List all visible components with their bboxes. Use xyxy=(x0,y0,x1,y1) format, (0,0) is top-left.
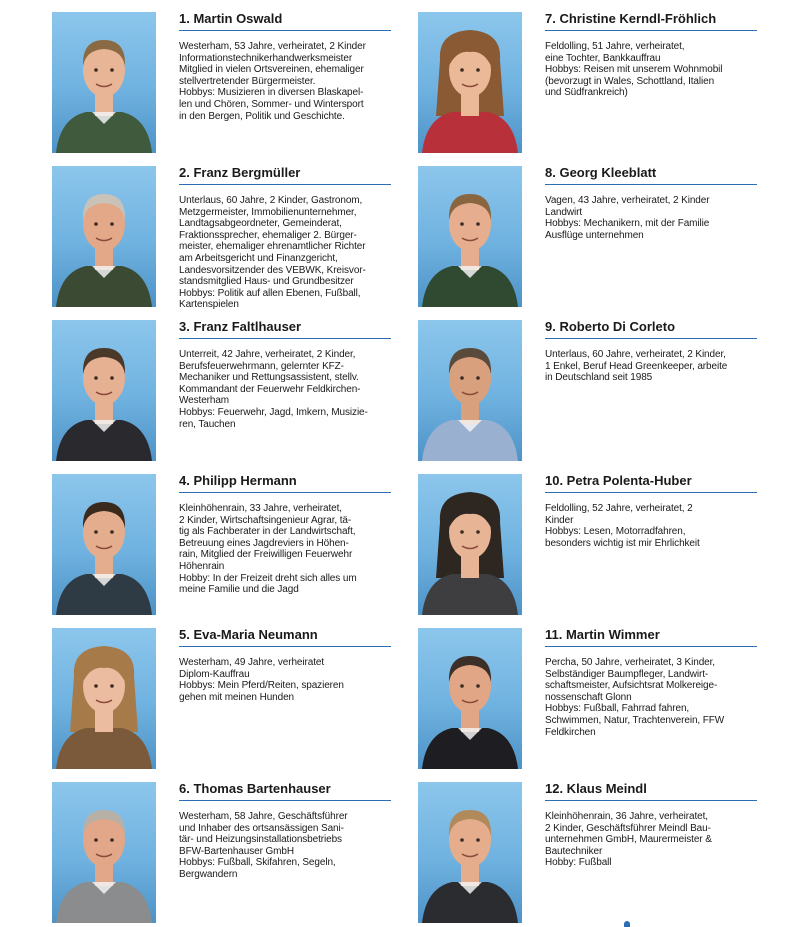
bio-line: Selbständiger Baumpfleger, Landwirt- xyxy=(545,668,709,680)
candidate-card xyxy=(52,166,392,311)
candidate-text xyxy=(545,628,757,738)
candidate-name: 9. Roberto Di Corleto xyxy=(545,320,757,339)
bio-line: Hobbys: Mechanikern, mit der Familie xyxy=(545,218,710,230)
bio-line: Schwimmen, Natur, Trachtenverein, FFW xyxy=(545,714,725,726)
bio-line: Hobbys: Reisen mit unserem Wohnmobil xyxy=(545,64,723,76)
bio-line: Bautechniker xyxy=(545,845,603,857)
candidate-name: 1. Martin Oswald xyxy=(179,12,391,31)
bio-line: tär- und Heizungsinstallationsbetriebs xyxy=(179,834,342,846)
person-silhouette-icon xyxy=(418,782,522,923)
bio-line: Kleinhöhenrain, 33 Jahre, verheiratet, xyxy=(179,503,342,514)
bio-line: Mitglied in vielen Ortsvereinen, ehemaliger xyxy=(179,64,364,76)
candidate-card xyxy=(52,12,392,157)
candidate-photo xyxy=(418,320,522,461)
person-silhouette-icon xyxy=(418,628,522,769)
bio-line: Metzgermeister, Immobilienunternehmer, xyxy=(179,206,357,218)
candidate-name: 11. Martin Wimmer xyxy=(545,628,757,647)
person-silhouette-icon xyxy=(418,320,522,461)
candidate-photo xyxy=(418,782,522,923)
candidate-photo xyxy=(418,628,522,769)
bio-line: Landwirt xyxy=(545,206,582,218)
candidate-bio xyxy=(545,349,757,384)
bio-line: eine Tochter, Bankkauffrau xyxy=(545,52,661,64)
bio-line: Kartenspielen xyxy=(179,299,239,311)
candidate-card xyxy=(418,12,758,157)
candidate-bio xyxy=(545,41,757,99)
bio-line: Vagen, 43 Jahre, verheiratet, 2 Kinder xyxy=(545,195,710,206)
bio-line: Berufsfeuerwehrmann, gelernter KFZ- xyxy=(179,360,344,372)
candidate-bio xyxy=(179,195,391,311)
bio-line: und Inhaber des ortsansässigen Sani- xyxy=(179,822,344,834)
bio-line: 2 Kinder, Wirtschaftsingenieur Agrar, tä- xyxy=(179,514,352,526)
candidate-card xyxy=(418,628,758,773)
bio-line: Feldolling, 52 Jahre, verheiratet, 2 xyxy=(545,503,693,514)
candidate-bio xyxy=(179,41,391,122)
bio-line: besonders wichtig ist mir Ehrlichkeit xyxy=(545,537,700,549)
candidate-card xyxy=(418,320,758,465)
candidate-text xyxy=(179,12,391,122)
bio-line: Percha, 50 Jahre, verheiratet, 3 Kinder, xyxy=(545,657,715,668)
bio-line: Hobbys: Fußball, Skifahren, Segeln, xyxy=(179,857,336,869)
bio-line: Kinder xyxy=(545,514,574,526)
candidate-photo xyxy=(52,320,156,461)
bio-line: meister, ehemaliger ehrenamtlicher Richter xyxy=(179,241,366,253)
bio-line: Hobbys: Feuerwehr, Jagd, Imkern, Musizie- xyxy=(179,406,368,418)
candidate-bio xyxy=(179,657,391,703)
bio-line: Hobbys: Lesen, Motorradfahren, xyxy=(545,526,686,538)
candidate-photo xyxy=(418,166,522,307)
bio-line: und Südfrankreich) xyxy=(545,87,628,99)
candidate-card xyxy=(52,628,392,773)
bio-line: meine Familie und die Jagd xyxy=(179,584,299,596)
person-silhouette-icon xyxy=(52,320,156,461)
person-silhouette-icon xyxy=(52,474,156,615)
person-silhouette-icon xyxy=(52,628,156,769)
candidate-name: 6. Thomas Bartenhauser xyxy=(179,782,391,801)
candidate-name: 5. Eva-Maria Neumann xyxy=(179,628,391,647)
candidate-text xyxy=(545,782,757,869)
bio-line: Mechaniker und Rettungsassistent, stellv. xyxy=(179,372,359,384)
candidate-name: 8. Georg Kleeblatt xyxy=(545,166,757,185)
bio-line: Hobby: Fußball xyxy=(545,857,612,869)
candidate-text xyxy=(179,320,391,430)
bio-line: Hobbys: Politik auf allen Ebenen, Fußball, xyxy=(179,287,361,299)
bio-line: Feldkirchen xyxy=(545,726,596,738)
bio-line: Westerham, 53 Jahre, verheiratet, 2 Kinder xyxy=(179,41,366,52)
bio-line: 2 Kinder, Geschäftsführer Meindl Bau- xyxy=(545,822,711,834)
candidate-bio xyxy=(545,811,757,869)
candidate-bio xyxy=(545,195,757,241)
bio-line: 1 Enkel, Beruf Head Greenkeeper, arbeite xyxy=(545,360,728,372)
candidate-bio xyxy=(545,503,757,549)
bio-line: Hobby: In der Freizeit dreht sich alles um xyxy=(179,572,357,584)
person-silhouette-icon xyxy=(418,12,522,153)
candidate-text xyxy=(545,12,757,99)
person-silhouette-icon xyxy=(52,782,156,923)
candidate-photo xyxy=(418,12,522,153)
decorative-mark xyxy=(624,921,630,927)
bio-line: Informationstechnikerhandwerksmeister xyxy=(179,52,353,64)
bio-line: tig als Fachberater in der Landwirtschaft, xyxy=(179,526,356,538)
person-silhouette-icon xyxy=(418,166,522,307)
bio-line: (bevorzugt in Wales, Schottland, Italien xyxy=(545,75,715,87)
candidate-text xyxy=(179,474,391,596)
candidate-photo xyxy=(52,12,156,153)
bio-line: rain, Mitglied der Freiwilligen Feuerwehr xyxy=(179,549,353,561)
bio-line: Unterreit, 42 Jahre, verheiratet, 2 Kinder, xyxy=(179,349,356,360)
bio-line: in den Bergen, Politik und Geschichte. xyxy=(179,110,345,122)
bio-line: Westerham xyxy=(179,395,230,407)
candidate-card xyxy=(418,782,758,927)
candidate-photo xyxy=(418,474,522,615)
candidate-name: 4. Philipp Hermann xyxy=(179,474,391,493)
bio-line: Bergwandern xyxy=(179,868,238,880)
bio-line: Kleinhöhenrain, 36 Jahre, verheiratet, xyxy=(545,811,708,822)
bio-line: BFW-Bartenhauser GmbH xyxy=(179,845,294,857)
candidate-name: 3. Franz Faltlhauser xyxy=(179,320,391,339)
bio-line: standsmitglied Haus- und Grundbesitzer xyxy=(179,276,354,288)
bio-line: Hobbys: Musizieren in diversen Blaskapel- xyxy=(179,87,364,99)
bio-line: schaftsmeister, Aufsichtsrat Molkereige- xyxy=(545,680,718,692)
bio-line: len und Chören, Sommer- und Wintersport xyxy=(179,98,364,110)
bio-line: Betreuung eines Jagdreviers in Höhen- xyxy=(179,537,349,549)
candidate-card xyxy=(52,474,392,619)
candidate-bio xyxy=(545,657,757,738)
bio-line: gehen mit meinen Hunden xyxy=(179,691,295,703)
candidate-name: 2. Franz Bergmüller xyxy=(179,166,391,185)
bio-line: Feldolling, 51 Jahre, verheiratet, xyxy=(545,41,685,52)
candidate-card xyxy=(418,474,758,619)
bio-line: am Arbeitsgericht und Finanzgericht, xyxy=(179,252,338,264)
candidate-text xyxy=(545,166,757,241)
bio-line: Landtagsabgeordneter, Gemeinderat, xyxy=(179,218,342,230)
bio-line: Kommandant der Feuerwehr Feldkirchen- xyxy=(179,383,361,395)
candidate-text xyxy=(545,474,757,549)
person-silhouette-icon xyxy=(418,474,522,615)
candidate-text xyxy=(179,782,391,881)
bio-line: Hobbys: Mein Pferd/Reiten, spazieren xyxy=(179,680,344,692)
candidate-card xyxy=(52,320,392,465)
candidate-bio xyxy=(179,349,391,430)
bio-line: Unterlaus, 60 Jahre, verheiratet, 2 Kinder, xyxy=(545,349,726,360)
bio-line: Landesvorsitzender des VEBWK, Kreisvor- xyxy=(179,264,366,276)
bio-line: in Deutschland seit 1985 xyxy=(545,372,653,384)
bio-line: Hobbys: Fußball, Fahrrad fahren, xyxy=(545,703,690,715)
bio-line: Fraktionssprecher, ehemaliger 2. Bürger- xyxy=(179,229,357,241)
candidate-text xyxy=(179,628,391,703)
candidate-bio xyxy=(179,811,391,881)
bio-line: Höhenrain xyxy=(179,560,225,572)
candidate-bio xyxy=(179,503,391,596)
candidate-card xyxy=(418,166,758,311)
candidate-name: 7. Christine Kerndl-Fröhlich xyxy=(545,12,757,31)
bio-line: ren, Tauchen xyxy=(179,418,236,430)
bio-line: Ausflüge unternehmen xyxy=(545,229,644,241)
candidate-card xyxy=(52,782,392,927)
candidate-photo xyxy=(52,474,156,615)
person-silhouette-icon xyxy=(52,12,156,153)
candidate-text xyxy=(545,320,757,384)
bio-line: nossenschaft Glonn xyxy=(545,691,632,703)
candidate-photo xyxy=(52,628,156,769)
candidate-photo xyxy=(52,782,156,923)
bio-line: Unterlaus, 60 Jahre, 2 Kinder, Gastronom, xyxy=(179,195,363,206)
bio-line: Westerham, 49 Jahre, verheiratet xyxy=(179,657,325,668)
bio-line: Westerham, 58 Jahre, Geschäftsführer xyxy=(179,811,348,822)
candidate-text xyxy=(179,166,391,311)
candidate-name: 12. Klaus Meindl xyxy=(545,782,757,801)
bio-line: stellvertretender Bürgermeister. xyxy=(179,75,316,87)
bio-line: Diplom-Kauffrau xyxy=(179,668,250,680)
person-silhouette-icon xyxy=(52,166,156,307)
candidate-photo xyxy=(52,166,156,307)
bio-line: unternehmen GmbH, Maurermeister & xyxy=(545,834,712,846)
candidate-name: 10. Petra Polenta-Huber xyxy=(545,474,757,493)
